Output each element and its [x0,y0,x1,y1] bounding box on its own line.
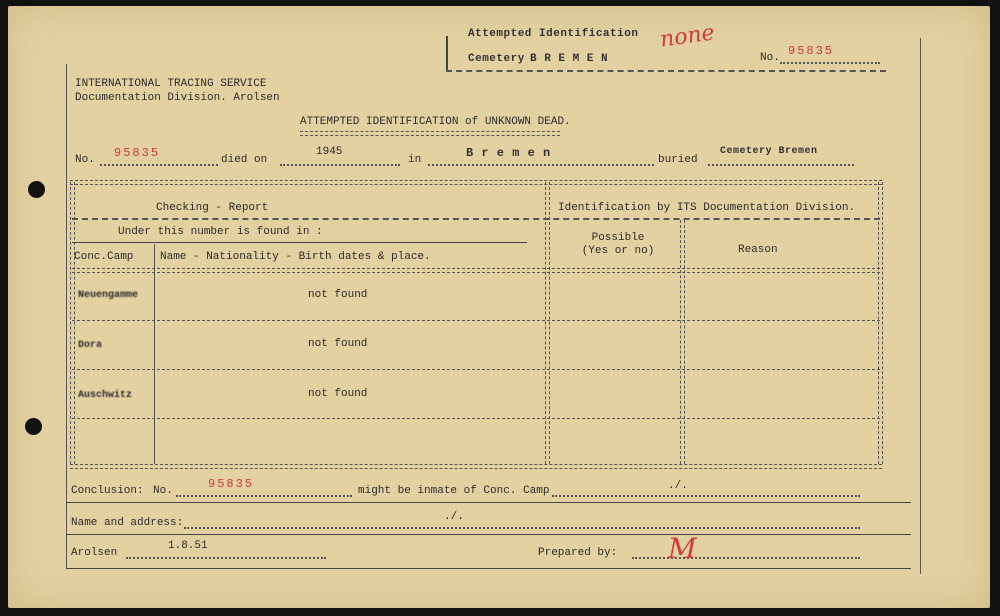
record-no-value: 95835 [114,146,161,160]
stamp-title: Attempted Identification [468,28,639,40]
table-bottom-border [70,464,882,469]
row-camp: Auschwitz [78,390,133,401]
row-result: not found [308,289,368,301]
stamp-no-label: No. [760,52,780,64]
address-dots [184,527,860,529]
address-rule [66,534,911,535]
address-value: ./. [444,511,464,523]
found-in-label: Under this number is found in : [118,226,323,238]
row-divider [72,320,880,321]
died-label: died on [221,154,268,166]
place-label: Arolsen [71,547,118,559]
org-division: Documentation Division. Arolsen [75,92,280,104]
row-camp: Dora [78,340,103,351]
checking-header: Checking - Report [156,202,269,214]
col-header-possible: Possible (Yes or no) [581,232,655,257]
inmate-value: ./. [668,480,688,492]
record-no-label: No. [75,154,95,166]
table-right-border [878,182,883,464]
col-header-name: Name - Nationality - Birth dates & place. [160,251,431,263]
died-value: 1945 [316,146,343,158]
title-underline [300,131,560,136]
table-columns-rule [72,268,880,273]
row-result: not found [308,388,368,400]
punch-hole-bottom [25,418,42,435]
table-divider-possible [680,220,685,464]
conclusion-rule [66,502,911,503]
row-divider [72,369,880,370]
prepared-label: Prepared by: [538,547,618,559]
table-top-border [70,180,882,185]
row-divider [72,418,880,419]
buried-label: buried [658,154,698,166]
org-name: INTERNATIONAL TRACING SERVICE [75,78,267,90]
left-margin-line [66,64,67,569]
stamp-no-dots [780,62,880,64]
stamp-border-left [446,36,448,70]
in-dots [428,164,654,166]
row-result: not found [308,338,368,350]
date-value: 1.8.51 [168,540,208,552]
punch-hole-top [28,181,45,198]
col-header-reason: Reason [738,244,778,256]
died-dots [280,164,400,166]
document-card [8,6,990,608]
footer-rule [66,568,911,569]
col-header-camp: Conc.Camp [74,251,134,263]
stamp-cemetery-value: B R E M E N [530,53,609,65]
conclusion-no-value: 95835 [208,477,255,491]
conclusion-no-dots [176,495,352,497]
found-in-rule [72,242,527,243]
document-title: ATTEMPTED IDENTIFICATION of UNKNOWN DEAD. [300,116,571,128]
table-divider-main [545,182,550,464]
table-left-border [70,182,75,464]
inmate-label: might be inmate of Conc. Camp [358,485,550,497]
table-header-rule [72,218,880,220]
date-dots [126,557,326,559]
record-no-dots [100,164,218,166]
buried-value: Cemetery Bremen [720,146,818,157]
inmate-dots [552,495,860,497]
prepared-dots [632,557,860,559]
buried-dots [708,164,854,166]
address-label: Name and address: [71,517,184,529]
stamp-border-bottom [446,70,886,72]
stamp-cemetery-label: Cemetery [468,53,525,65]
row-camp: Neuengamme [78,290,139,301]
table-divider-camp [154,244,155,464]
stamp-no-value: 95835 [788,44,835,58]
handwritten-none: none [658,20,717,53]
conclusion-no-label: No. [153,485,173,497]
identification-header: Identification by ITS Documentation Division. [558,202,856,214]
right-margin-line [920,38,921,574]
in-label: in [408,154,422,166]
signature: M [668,532,697,565]
in-value: B r e m e n [466,146,551,160]
conclusion-label: Conclusion: [71,485,144,497]
